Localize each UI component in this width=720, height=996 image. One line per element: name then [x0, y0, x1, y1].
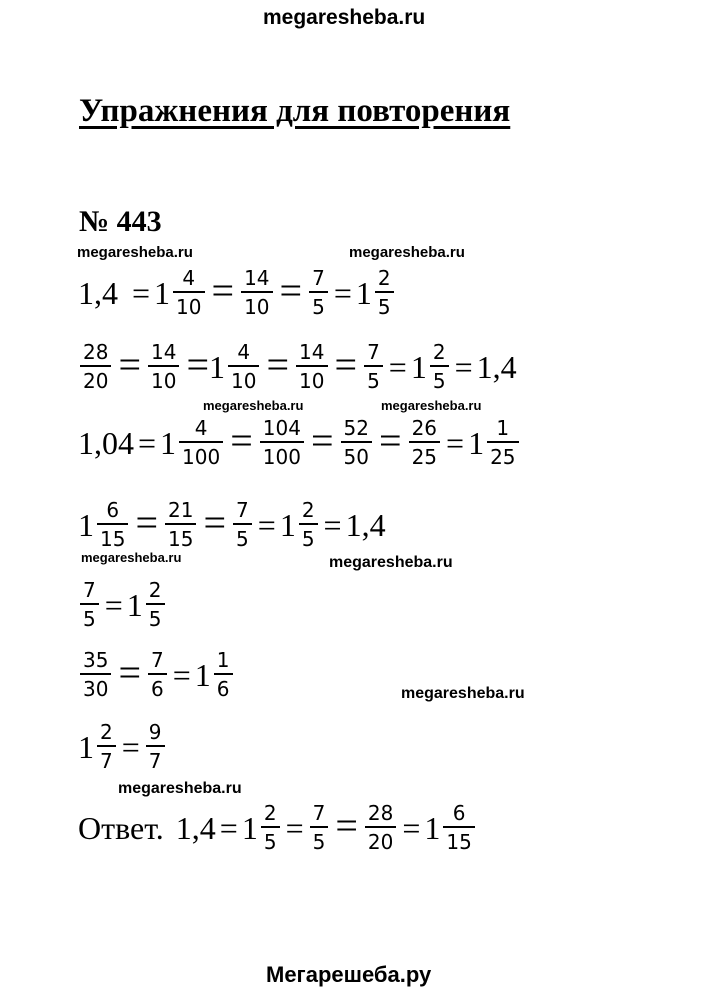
whole-part: 1 — [78, 728, 94, 765]
denominator: 15 — [97, 523, 128, 549]
denominator: 50 — [341, 441, 372, 467]
mixed-number — [154, 268, 206, 317]
fraction — [80, 580, 99, 629]
equals-sign: = — [323, 506, 342, 543]
denominator: 7 — [97, 745, 116, 771]
whole-part: 1 — [468, 424, 485, 461]
mixed-number — [127, 580, 167, 629]
fraction — [299, 500, 318, 549]
watermark: megaresheba.ru — [118, 780, 242, 797]
equals-sign: = — [333, 274, 352, 311]
fraction — [173, 268, 204, 317]
fraction — [261, 803, 280, 852]
denominator: 10 — [148, 365, 179, 391]
equals-sign: = — [446, 424, 465, 461]
whole-part: 1 — [355, 274, 372, 311]
watermark: megaresheba.ru — [349, 244, 465, 261]
mixed-number — [160, 418, 225, 467]
watermark-bottom: Мегарешеба.ру — [266, 962, 432, 987]
watermark: megaresheba.ru — [77, 244, 193, 261]
numerator: 9 — [148, 720, 162, 744]
numerator: 28 — [83, 340, 109, 364]
fraction — [97, 500, 128, 549]
numerator: 7 — [312, 266, 325, 290]
fraction — [260, 418, 304, 467]
watermark: megaresheba.ru — [381, 398, 482, 413]
fraction — [146, 580, 165, 629]
fraction — [409, 418, 440, 467]
section-heading: Упражнения для повторения — [79, 93, 511, 129]
numerator: 7 — [83, 578, 96, 602]
denominator: 5 — [80, 603, 99, 629]
numerator: 7 — [151, 648, 164, 672]
mixed-number — [411, 342, 451, 391]
denominator: 10 — [173, 291, 204, 317]
denominator: 5 — [261, 826, 280, 852]
equals-sign: = — [172, 656, 191, 693]
decimal: 1,4 — [345, 506, 386, 543]
whole-part: 1 — [78, 506, 94, 543]
equals-sign: = — [334, 341, 358, 387]
denominator: 15 — [443, 826, 474, 852]
decimal: 1,4 — [78, 274, 118, 311]
whole-part: 1 — [209, 348, 226, 385]
equation-line-6 — [78, 650, 235, 699]
denominator: 20 — [365, 826, 396, 852]
fraction — [146, 722, 165, 771]
fraction — [443, 803, 474, 852]
decimal: 1,4 — [175, 809, 216, 846]
fraction — [310, 803, 329, 852]
whole-part: 1 — [194, 656, 211, 693]
equals-sign: = — [279, 267, 303, 313]
equals-sign: = — [104, 586, 123, 623]
equals-sign: = — [257, 506, 276, 543]
equals-sign: = — [138, 424, 157, 461]
fraction — [241, 268, 272, 317]
whole-part: 1 — [241, 809, 258, 846]
decimal: 1,04 — [78, 424, 134, 461]
numerator: 26 — [411, 416, 438, 440]
numerator: 2 — [301, 498, 315, 522]
mixed-number — [280, 500, 320, 549]
equals-sign: = — [285, 809, 304, 846]
numerator: 28 — [367, 801, 394, 825]
denominator: 15 — [165, 523, 196, 549]
equals-sign: = — [135, 499, 159, 545]
equals-sign: = — [310, 417, 334, 463]
denominator: 5 — [146, 603, 165, 629]
mixed-number — [424, 803, 476, 852]
equals-sign: = — [388, 348, 407, 385]
denominator: 5 — [299, 523, 318, 549]
fraction — [233, 500, 252, 549]
equation-line-4 — [78, 500, 386, 549]
watermark: megaresheba.ru — [329, 554, 453, 571]
numerator: 2 — [100, 720, 113, 744]
numerator: 2 — [377, 266, 391, 290]
numerator: 7 — [367, 340, 380, 364]
whole-part: 1 — [126, 586, 143, 623]
fraction — [341, 418, 372, 467]
fraction — [487, 418, 518, 467]
fraction — [309, 268, 328, 317]
numerator: 4 — [182, 266, 196, 290]
equals-sign: = — [118, 649, 142, 695]
numerator: 4 — [194, 416, 208, 440]
equals-sign: = — [454, 348, 473, 385]
mixed-number — [242, 803, 282, 852]
denominator: 7 — [146, 745, 165, 771]
numerator: 2 — [432, 340, 446, 364]
decimal: 1,4 — [476, 348, 517, 385]
fraction — [365, 803, 396, 852]
whole-part: 1 — [279, 506, 296, 543]
equals-sign: = — [203, 499, 227, 545]
watermark: megaresheba.ru — [81, 550, 182, 565]
mixed-number — [209, 342, 261, 391]
denominator: 10 — [241, 291, 272, 317]
equals-sign: = — [335, 802, 358, 848]
numerator: 7 — [236, 498, 249, 522]
equals-sign: = — [118, 341, 142, 387]
equals-sign: = — [211, 267, 235, 313]
equation-line-1 — [78, 268, 396, 317]
numerator: 35 — [83, 648, 109, 672]
denominator: 10 — [228, 365, 259, 391]
denominator: 5 — [364, 365, 383, 391]
equals-sign: = — [402, 809, 421, 846]
numerator: 14 — [151, 340, 177, 364]
fraction — [375, 268, 394, 317]
fraction — [165, 500, 196, 549]
answer-line — [78, 803, 477, 852]
numerator: 14 — [299, 340, 325, 364]
denominator: 20 — [80, 365, 111, 391]
mixed-number — [356, 268, 396, 317]
fraction — [228, 342, 259, 391]
denominator: 6 — [214, 673, 233, 699]
watermark-top: megaresheba.ru — [263, 6, 426, 29]
denominator: 6 — [148, 673, 167, 699]
whole-part: 1 — [154, 274, 171, 311]
fraction — [80, 650, 111, 699]
denominator: 100 — [179, 441, 223, 467]
equals-sign: = — [121, 728, 140, 765]
numerator: 2 — [263, 801, 277, 825]
numerator: 104 — [262, 416, 301, 440]
answer-label: Ответ. — [78, 809, 164, 846]
numerator: 1 — [496, 416, 510, 440]
mixed-number — [468, 418, 520, 467]
equals-sign: = — [379, 417, 402, 463]
denominator: 100 — [260, 441, 304, 467]
denominator: 25 — [409, 441, 440, 467]
numerator: 7 — [312, 801, 326, 825]
equals-sign: = — [219, 809, 238, 846]
watermark: megaresheba.ru — [401, 685, 525, 702]
denominator: 5 — [310, 826, 329, 852]
equals-sign: = — [186, 341, 210, 387]
denominator: 5 — [375, 291, 394, 317]
equals-sign: = — [132, 274, 151, 311]
fraction — [148, 650, 167, 699]
fraction — [148, 342, 179, 391]
whole-part: 1 — [160, 424, 177, 461]
fraction — [430, 342, 449, 391]
fraction — [214, 650, 233, 699]
numerator: 21 — [168, 498, 194, 522]
denominator: 5 — [233, 523, 252, 549]
equation-line-5 — [78, 580, 167, 629]
mixed-number — [78, 722, 118, 771]
numerator: 1 — [216, 648, 230, 672]
equals-sign: = — [266, 341, 290, 387]
fraction — [364, 342, 383, 391]
mixed-number — [195, 650, 235, 699]
numerator: 6 — [452, 801, 466, 825]
fraction — [80, 342, 111, 391]
numerator: 2 — [148, 578, 162, 602]
denominator: 5 — [309, 291, 328, 317]
equation-line-7 — [78, 722, 167, 771]
task-number: № 443 — [79, 205, 162, 238]
equation-line-3 — [78, 418, 521, 467]
fraction — [179, 418, 223, 467]
numerator: 6 — [106, 498, 120, 522]
watermark: megaresheba.ru — [203, 398, 304, 413]
denominator: 5 — [430, 365, 449, 391]
denominator: 30 — [80, 673, 111, 699]
whole-part: 1 — [424, 809, 441, 846]
equation-line-2 — [78, 342, 517, 391]
denominator: 10 — [296, 365, 327, 391]
mixed-number — [78, 500, 130, 549]
equals-sign: = — [230, 417, 253, 463]
numerator: 4 — [237, 340, 251, 364]
numerator: 14 — [244, 266, 270, 290]
denominator: 25 — [487, 441, 518, 467]
numerator: 52 — [343, 416, 369, 440]
fraction — [97, 722, 116, 771]
fraction — [296, 342, 327, 391]
whole-part: 1 — [410, 348, 427, 385]
